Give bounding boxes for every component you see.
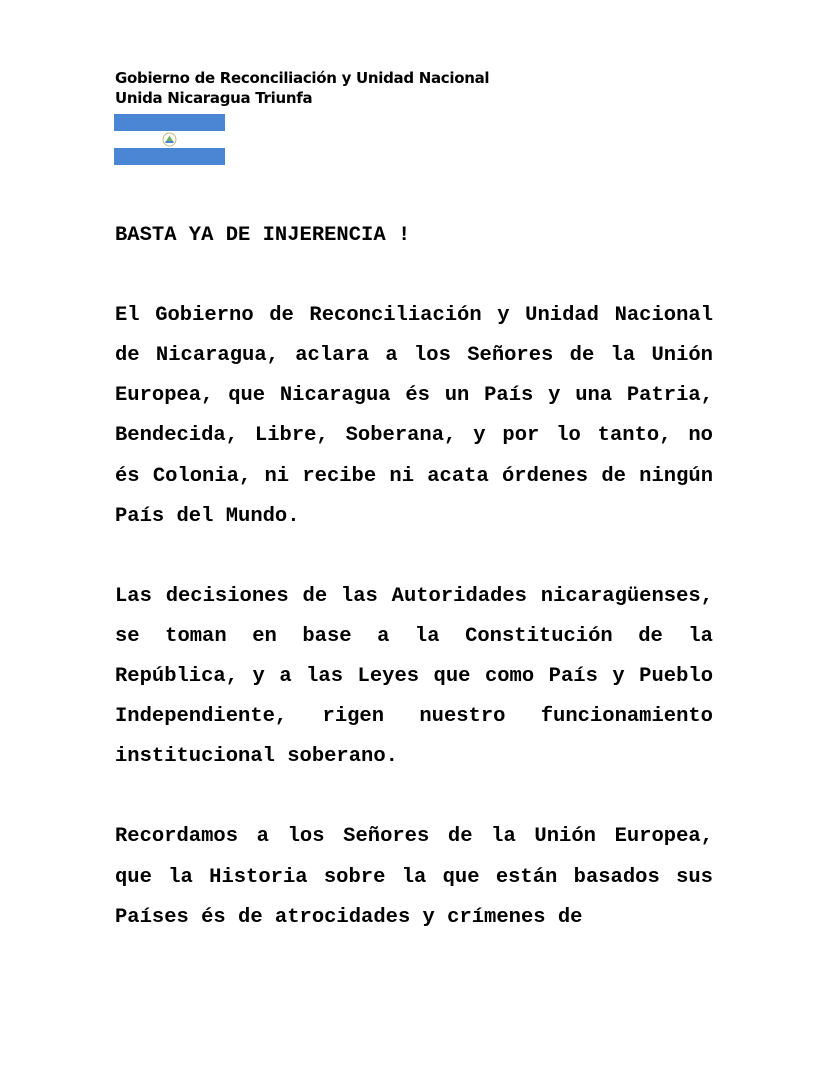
nicaragua-flag-icon [114,114,225,165]
coat-of-arms-icon [163,133,176,146]
document-title: BASTA YA DE INJERENCIA ! [115,224,411,247]
paragraph: El Gobierno de Reconciliación y Unidad Nacional de Nicaragua, aclara a los Señores de la Unión Europea, que Nicaragua és un País y una Patria, Bendecida, Libre, Soberana, y por lo tanto, no és Colonia, ni recibe ni acata órdenes de ningún País del Mundo. [115,304,713,528]
paragraph: Recordamos a los Señores de la Unión Europea, que la Historia sobre la que están basados sus Países és de atrocidades y crímenes de [115,825,713,929]
paragraph: Las decisiones de las Autoridades nicaragüenses, se toman en base a la Constitución de la República, y a las Leyes que como País y Pueblo Independiente, rigen nuestro funcionamiento institucional soberano. [115,584,713,769]
government-slogan: Unida Nicaragua Triunfa [115,89,313,107]
letter-body [115,216,713,978]
letterhead [115,68,489,108]
government-name: Gobierno de Reconciliación y Unidad Nacional [115,69,490,87]
